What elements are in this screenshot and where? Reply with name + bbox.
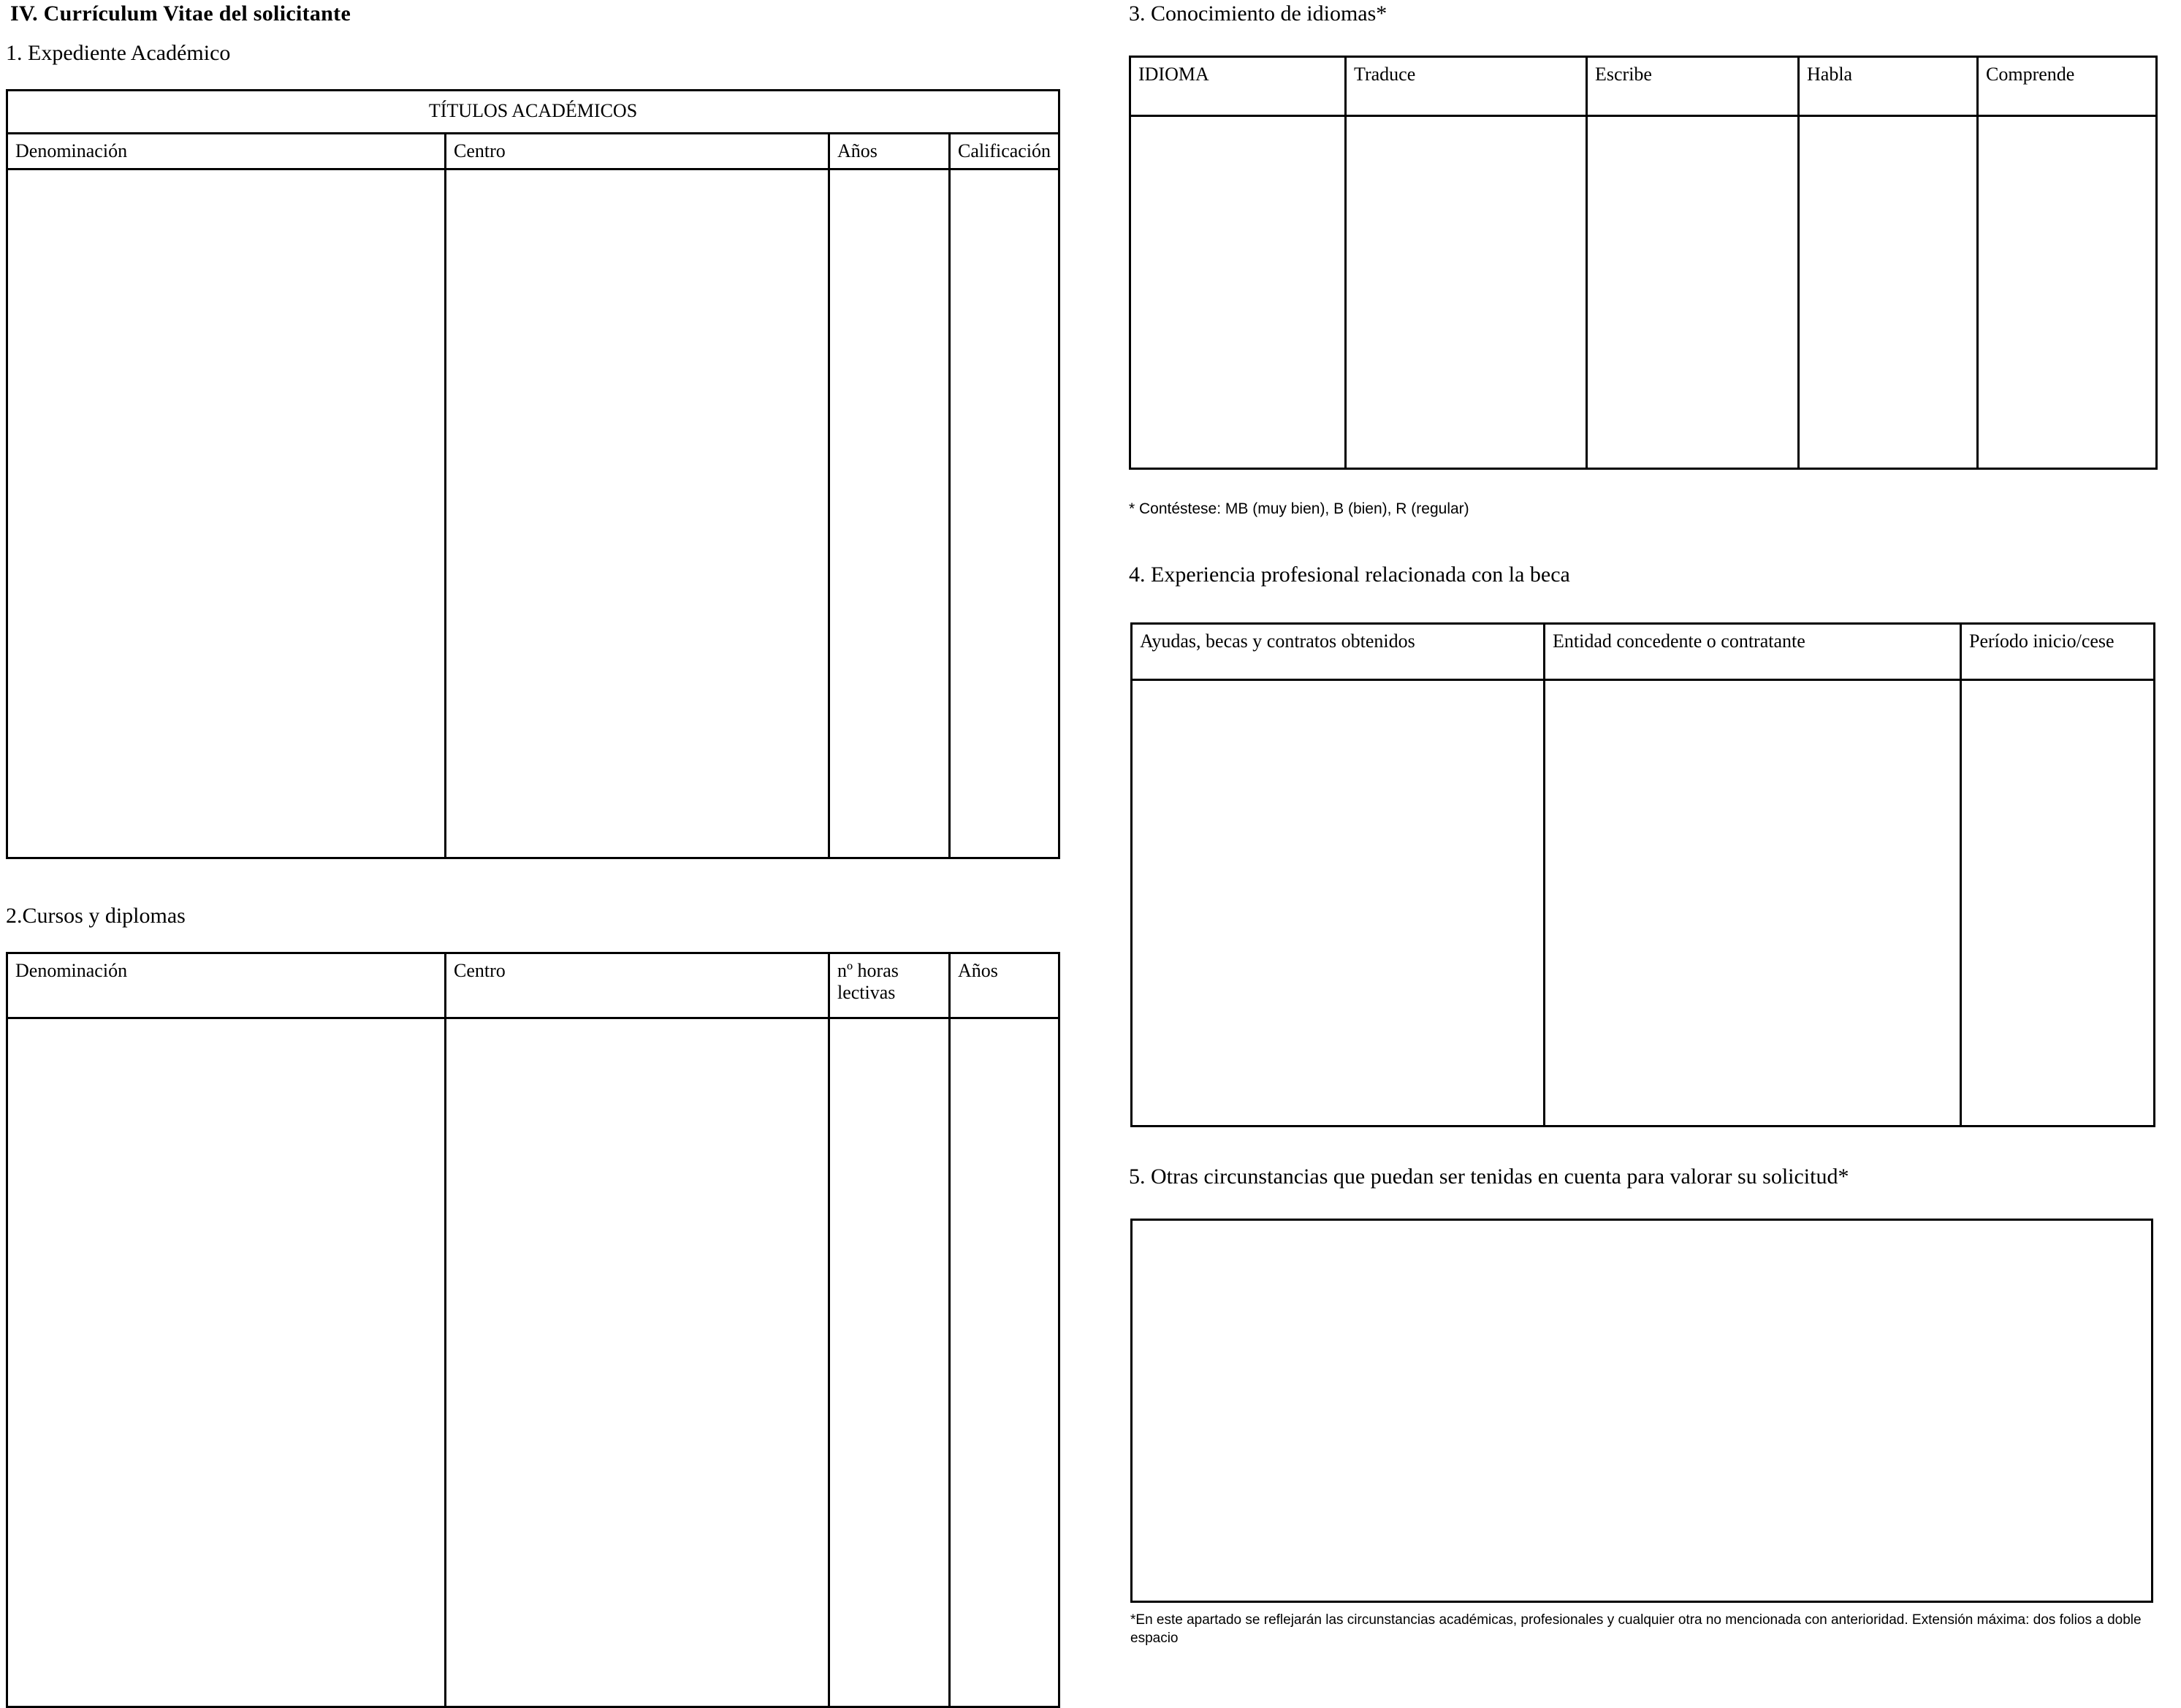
header-idioma: IDIOMA xyxy=(1130,57,1346,116)
header-ayudas-becas-contratos: Ayudas, becas y contratos obtenidos xyxy=(1132,624,1545,680)
idiomas-table xyxy=(1129,56,2158,470)
cell-centro[interactable] xyxy=(446,169,829,858)
header-periodo-inicio-cese: Período inicio/cese xyxy=(1961,624,2155,680)
header-denominacion: Denominación xyxy=(7,953,446,1018)
section-4-title: 4. Experiencia profesional relacionada con la beca xyxy=(1129,563,1570,587)
cell-centro[interactable] xyxy=(446,1018,829,1707)
table-row xyxy=(7,169,1059,858)
experiencia-profesional-table xyxy=(1130,622,2155,1127)
section-1-title: 1. Expediente Académico xyxy=(6,41,231,65)
cursos-diplomas-table xyxy=(6,952,1060,1708)
titulos-academicos-banner: TÍTULOS ACADÉMICOS xyxy=(7,91,1059,134)
cell-anos[interactable] xyxy=(950,1018,1059,1707)
cell-denominacion[interactable] xyxy=(7,1018,446,1707)
cell-entidad-concedente[interactable] xyxy=(1545,680,1961,1126)
table-header-row xyxy=(1130,57,2157,116)
table-header-row xyxy=(1132,624,2155,680)
header-entidad-concedente: Entidad concedente o contratante xyxy=(1545,624,1961,680)
cell-comprende[interactable] xyxy=(1978,116,2157,469)
cell-ayudas-becas-contratos[interactable] xyxy=(1132,680,1545,1126)
cell-idioma[interactable] xyxy=(1130,116,1346,469)
table-row xyxy=(1132,680,2155,1126)
header-traduce: Traduce xyxy=(1346,57,1587,116)
table-banner-row xyxy=(7,91,1059,134)
right-column xyxy=(1114,0,2181,1696)
header-centro: Centro xyxy=(446,133,829,169)
table-row xyxy=(7,1018,1059,1707)
header-calificacion: Calificación xyxy=(950,133,1059,169)
cell-anos[interactable] xyxy=(829,169,950,858)
table-row xyxy=(1130,116,2157,469)
header-centro: Centro xyxy=(446,953,829,1018)
cell-traduce[interactable] xyxy=(1346,116,1587,469)
table-header-row xyxy=(7,133,1059,169)
header-anos: Años xyxy=(950,953,1059,1018)
otras-circunstancias-textarea[interactable] xyxy=(1130,1219,2153,1603)
left-column xyxy=(0,0,1081,1696)
cell-habla[interactable] xyxy=(1799,116,1978,469)
table-header-row xyxy=(7,953,1059,1018)
header-escribe: Escribe xyxy=(1587,57,1799,116)
header-denominacion: Denominación xyxy=(7,133,446,169)
titulos-academicos-table xyxy=(6,89,1060,859)
section-3-title: 3. Conocimiento de idiomas* xyxy=(1129,1,1388,26)
header-comprende: Comprende xyxy=(1978,57,2157,116)
header-horas-lectivas: nº horas lectivas xyxy=(829,953,950,1018)
document-heading: IV. Currículum Vitae del solicitante xyxy=(10,1,351,26)
section-5-title: 5. Otras circunstancias que puedan ser tenidas en cuenta para valorar su solicitud* xyxy=(1129,1164,1849,1189)
cell-calificacion[interactable] xyxy=(950,169,1059,858)
idiomas-footnote: * Contéstese: MB (muy bien), B (bien), R (regular) xyxy=(1129,500,1469,517)
otras-circunstancias-footnote: *En este apartado se reflejarán las circunstancias académicas, profesionales y cualquier otra no mencionada con anterioridad. Extensión máxima: dos folios a doble espacio xyxy=(1130,1612,2142,1646)
cell-periodo-inicio-cese[interactable] xyxy=(1961,680,2155,1126)
header-habla: Habla xyxy=(1799,57,1978,116)
header-anos: Años xyxy=(829,133,950,169)
cell-escribe[interactable] xyxy=(1587,116,1799,469)
section-2-title: 2.Cursos y diplomas xyxy=(6,904,186,928)
cell-denominacion[interactable] xyxy=(7,169,446,858)
cell-horas-lectivas[interactable] xyxy=(829,1018,950,1707)
